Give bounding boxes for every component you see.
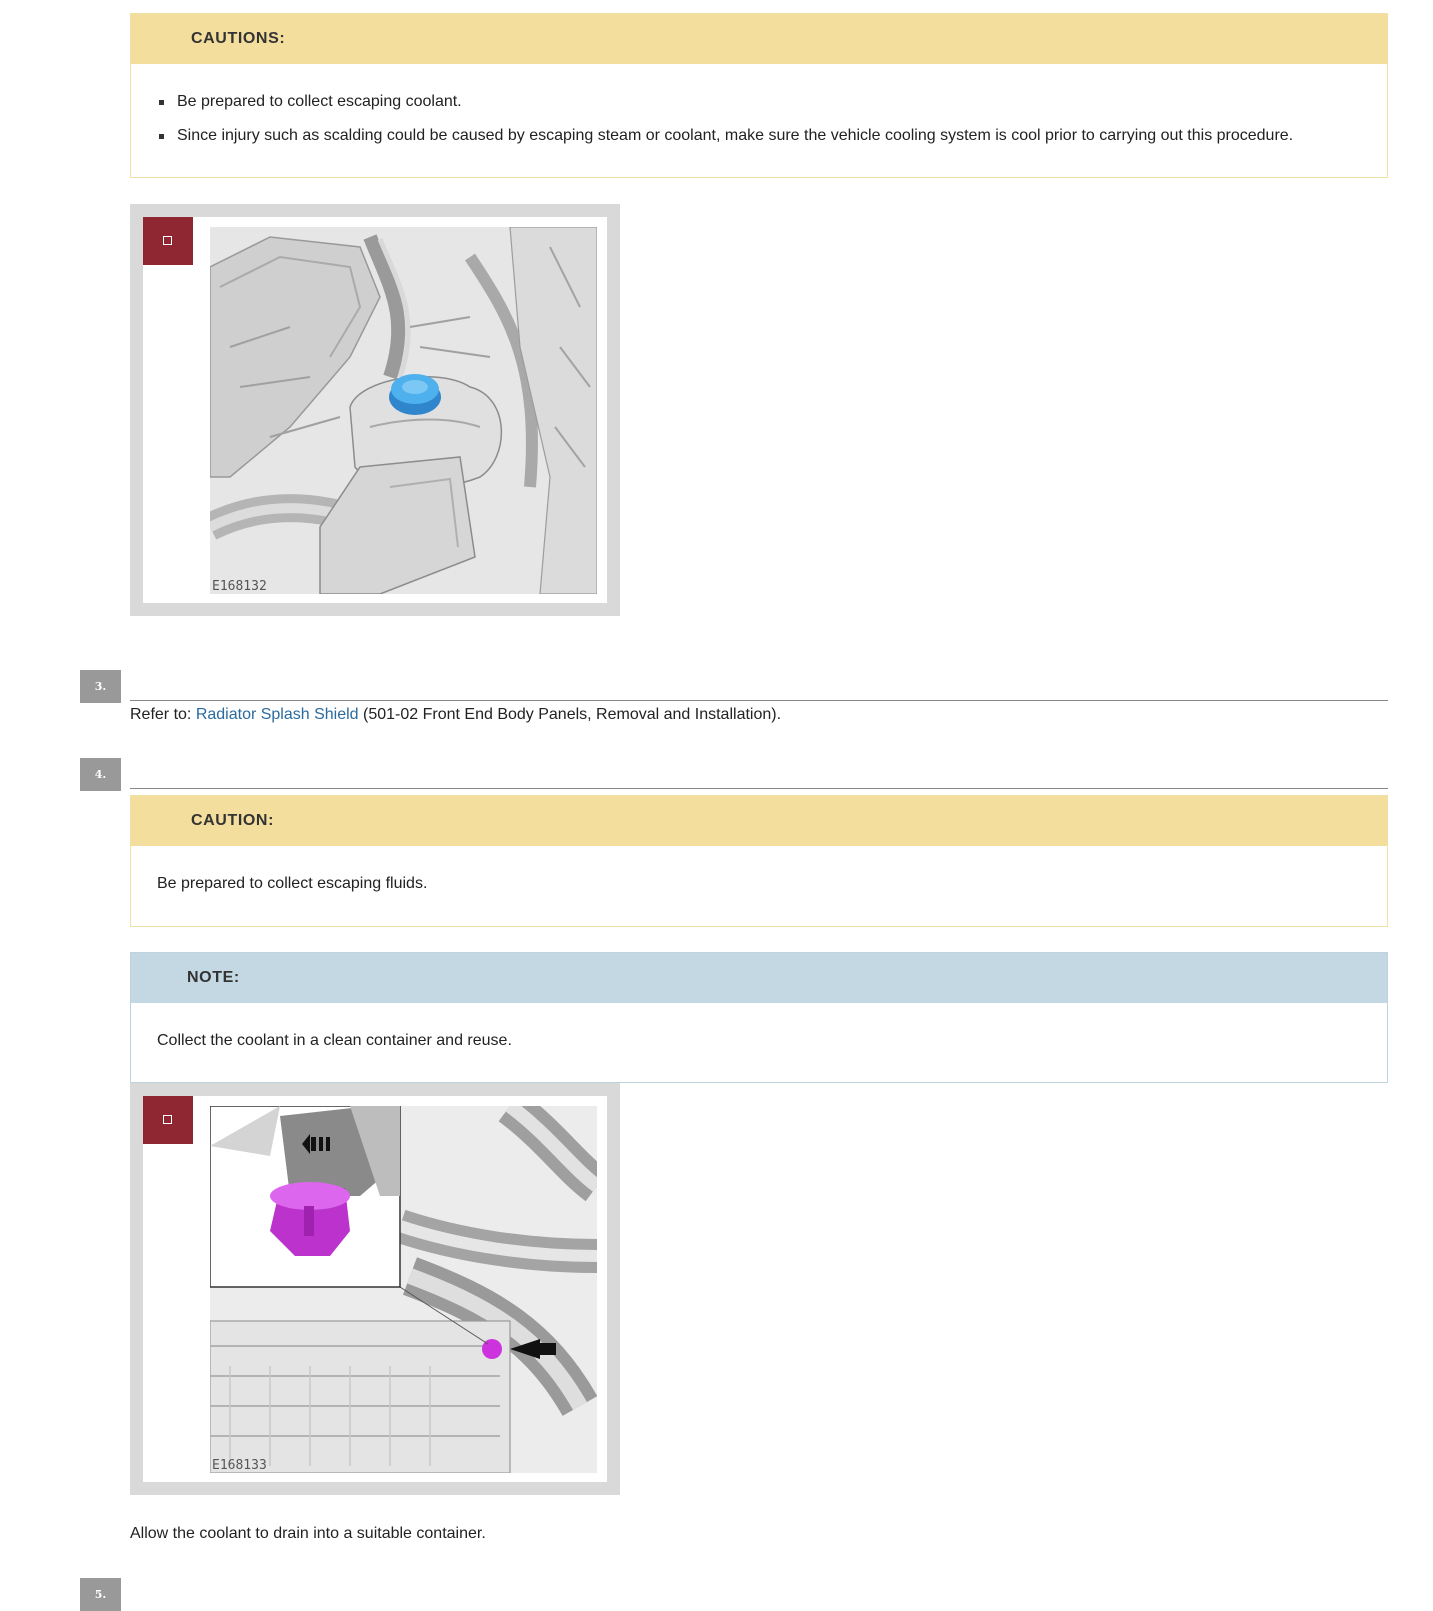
figure-toggle-button[interactable] [143, 1096, 193, 1144]
caution-item: Be prepared to collect escaping coolant. [177, 92, 1387, 112]
figure-code-label: E168133 [212, 1458, 267, 1473]
square-icon [163, 1115, 172, 1124]
step-number: 4. [80, 758, 121, 791]
step-4-instruction: Allow the coolant to drain into a suitable container. [130, 1525, 486, 1542]
engine-bay-illustration [210, 227, 597, 594]
refer-prefix: Refer to: [130, 706, 196, 723]
figure-engine-bay [130, 204, 620, 616]
note-title: NOTE: [131, 953, 1387, 1003]
cautions-title: CAUTIONS: [131, 14, 1387, 64]
radiator-splash-shield-link[interactable]: Radiator Splash Shield [195, 706, 359, 723]
caution-title: CAUTION: [131, 796, 1387, 846]
cautions-panel [130, 13, 1388, 178]
caution-text: Be prepared to collect escaping fluids. [157, 875, 428, 892]
step-divider [130, 700, 1388, 701]
figure-frame [143, 217, 607, 603]
cautions-list [131, 64, 1387, 146]
step-number: 3. [80, 670, 121, 703]
step-divider [130, 788, 1388, 789]
figure-frame [143, 1096, 607, 1482]
note-panel [130, 952, 1388, 1083]
figure-drain-plug [130, 1083, 620, 1495]
drain-plug-illustration [210, 1106, 597, 1473]
step-number: 5. [80, 1578, 121, 1611]
note-text: Collect the coolant in a clean container and reuse. [157, 1032, 512, 1049]
figure-code-label: E168132 [212, 579, 267, 594]
refer-suffix: (501-02 Front End Body Panels, Removal and Installation). [358, 706, 782, 723]
step-3-reference [130, 705, 781, 725]
square-icon [163, 236, 172, 245]
figure-toggle-button[interactable] [143, 217, 193, 265]
caution-panel [130, 795, 1388, 927]
caution-item: Since injury such as scalding could be caused by escaping steam or coolant, make sure the vehicle cooling system is cool prior to carrying out this procedure. [177, 126, 1387, 146]
